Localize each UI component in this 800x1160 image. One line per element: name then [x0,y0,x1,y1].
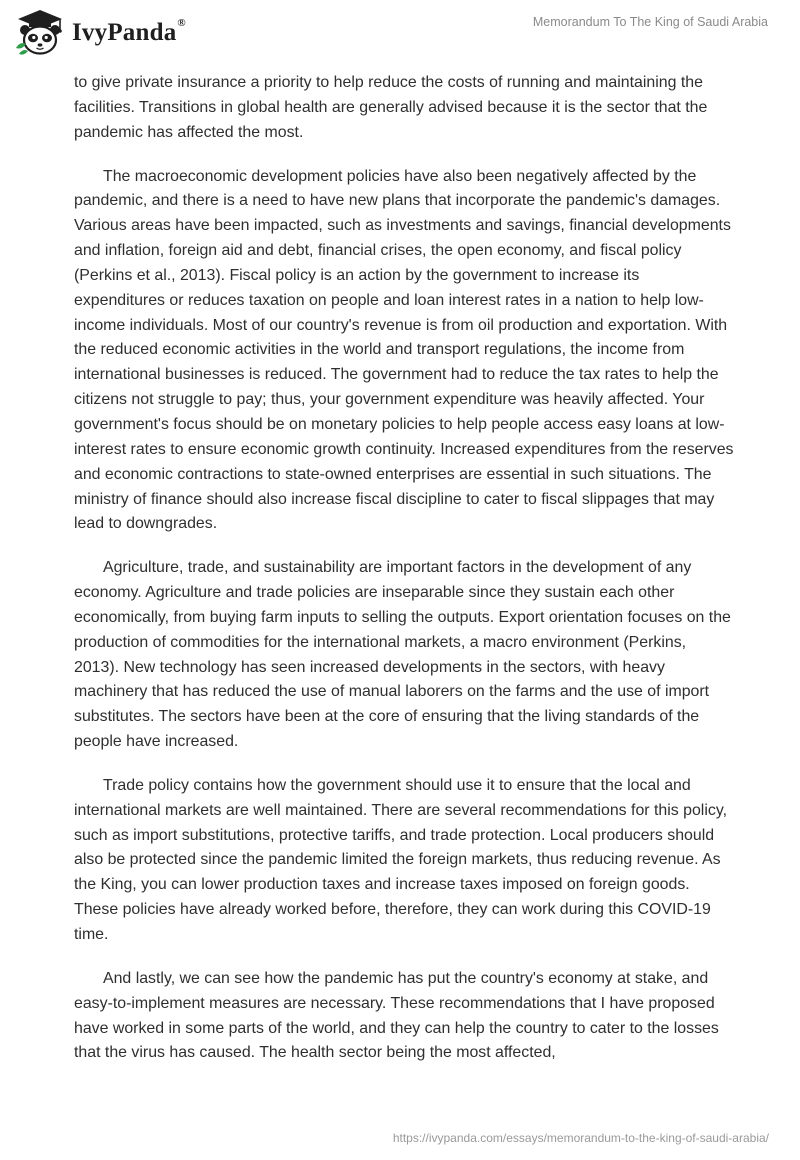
paragraph: to give private insurance a priority to help reduce the costs of running and maintaining the facilities. Transitions in global health are generally advised because it is the sector that the pandemic has affected the most. [74,74,708,141]
paragraph: And lastly, we can see how the pandemic has put the country's economy at stake, and easy-to-implement measures are necessary. These recommendations that I have proposed have worked in some parts of the world, and they can help the country to cater to the losses that the virus has caused. The health sector being the most affected, [74,969,719,1062]
source-url-link[interactable]: https://ivypanda.com/essays/memorandum-to-the-king-of-saudi-arabia/ [392,1131,769,1145]
brand-name-text: IvyPanda [72,18,177,46]
brand-name [72,16,186,46]
registered-mark: ® [177,16,186,29]
paragraph: Agriculture, trade, and sustainability are important factors in the development of any economy. Agriculture and trade policies are inseparable since they sustain each other economically, from buying farm inputs to selling the outputs. Export orientation focuses on the production of commodities for the international markets, a macro environment (Perkins, 2013). New technology has seen increased developments in the sectors, with heavy machinery that has reduced the use of manual laborers on the farms and the use of import substitutes. The sectors have been at the core of ensuring that the living standards of the people have increased. [74,559,731,751]
ivypanda-logo[interactable] [14,8,186,56]
page-header [0,0,800,64]
essay-body [74,71,734,1085]
panda-graduate-icon [14,8,66,56]
paragraph: The macroeconomic development policies have also been negatively affected by the pandemic, and there is a need to have new plans that incorporate the pandemic's damages. Various areas have been impacted, such as investments and savings, financial developments and inflation, foreign aid and debt, financial crises, the open economy, and fiscal policy (Perkins et al., 2013). Fiscal policy is an action by the government to increase its expenditures or reduces taxation on people and loan interest rates in a nation to help low-income individuals. Most of our country's revenue is from oil production and exportation. With the reduced economic activities in the world and transport regulations, the income from international businesses is reduced. The government had to reduce the tax rates to help the citizens not struggle to pay; thus, your government expenditure was heavily affected. Your government's focus should be on monetary policies to help people access easy loans at low-interest rates to ensure economic growth continuity. Increased expenditures from the reserves and economic contractions to state-owned enterprises are essential in such situations. The ministry of finance should also increase fiscal discipline to cater to fiscal slippages that may lead to downgrades. [74,167,734,533]
document-title: Memorandum To The King of Saudi Arabia [532,15,768,29]
paragraph: Trade policy contains how the government should use it to ensure that the local and international markets are well maintained. There are several recommendations for this policy, such as import substitutions, protective tariffs, and trade protection. Local producers should also be protected since the pandemic limited the foreign markets, thus reducing revenue. As the King, you can lower production taxes and increase taxes imposed on foreign goods. These policies have already worked before, therefore, they can work during this COVID-19 time. [74,776,727,943]
